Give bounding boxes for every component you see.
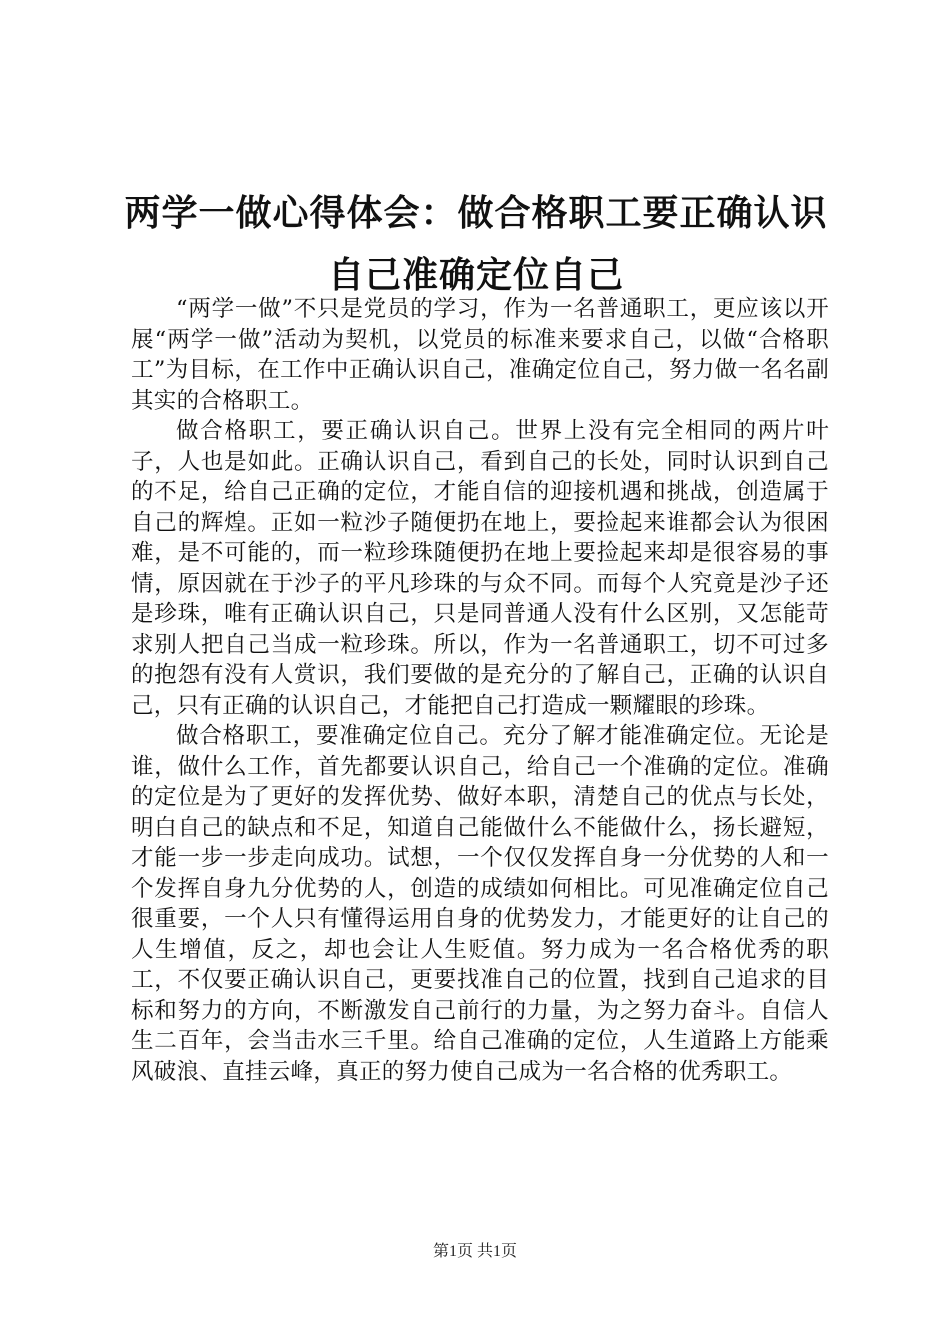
page-number-footer: 第1页 共1页 bbox=[432, 1243, 517, 1260]
document-title: 两学一做心得体会：做合格职工要正确认识自己准确定位自己 bbox=[124, 192, 828, 296]
paragraph-know-yourself: 做合格职工，要正确认识自己。世界上没有完全相同的两片叶子，人也是如此。正确认识自己，看到自己的长处，同时认识到自己的不足，给自己正确的定位，才能自信的迎接机遇和挑战，创造属于自己的辉煌。正如一粒沙子随便扔在地上，要捡起来谁都会认为很困难，是不可能的，而一粒珍珠随便扔在地上要捡起来却是很容易的事情，原因就在于沙子的平凡珍珠的与众不同。而每个人究竟是沙子还是珍珠，唯有正确认识自己，只是同普通人没有什么区别，又怎能苛求别人把自己当成一粒珍珠。所以，作为一名普通职工，切不可过多的抱怨有没有人赏识，我们要做的是充分的了解自己，正确的认识自己，只有正确的认识自己，才能把自己打造成一颗耀眼的珍珠。 bbox=[131, 418, 829, 719]
paragraph-intro: “两学一做”不只是党员的学习，作为一名普通职工，更应该以开展“两学一做”活动为契机，以党员的标准来要求自己，以做“合格职工”为目标，在工作中正确认识自己，准确定位自己，努力做一名名副其实的合格职工。 bbox=[131, 296, 829, 414]
paragraph-position-yourself: 做合格职工，要准确定位自己。充分了解才能准确定位。无论是谁，做什么工作，首先都要认识自己，给自己一个准确的定位。准确的定位是为了更好的发挥优势、做好本职，清楚自己的优点与长处，明白自己的缺点和不足，知道自己能做什么不能做什么，扬长避短，才能一步一步走向成功。试想，一个仅仅发挥自身一分优势的人和一个发挥自身九分优势的人，创造的成绩如何相比。可见准确定位自己很重要，一个人只有懂得运用自身的优势发力，才能更好的让自己的人生增值，反之，却也会让人生贬值。努力成为一名合格优秀的职工，不仅要正确认识自己，更要找准自己的位置，找到自己追求的目标和努力的方向，不断激发自己前行的力量，为之努力奋斗。自信人生二百年，会当击水三千里。给自己准确的定位，人生道路上方能乘风破浪、直挂云峰，真正的努力使自己成为一名合格的优秀职工。 bbox=[131, 723, 829, 1085]
document-body bbox=[131, 294, 829, 1087]
